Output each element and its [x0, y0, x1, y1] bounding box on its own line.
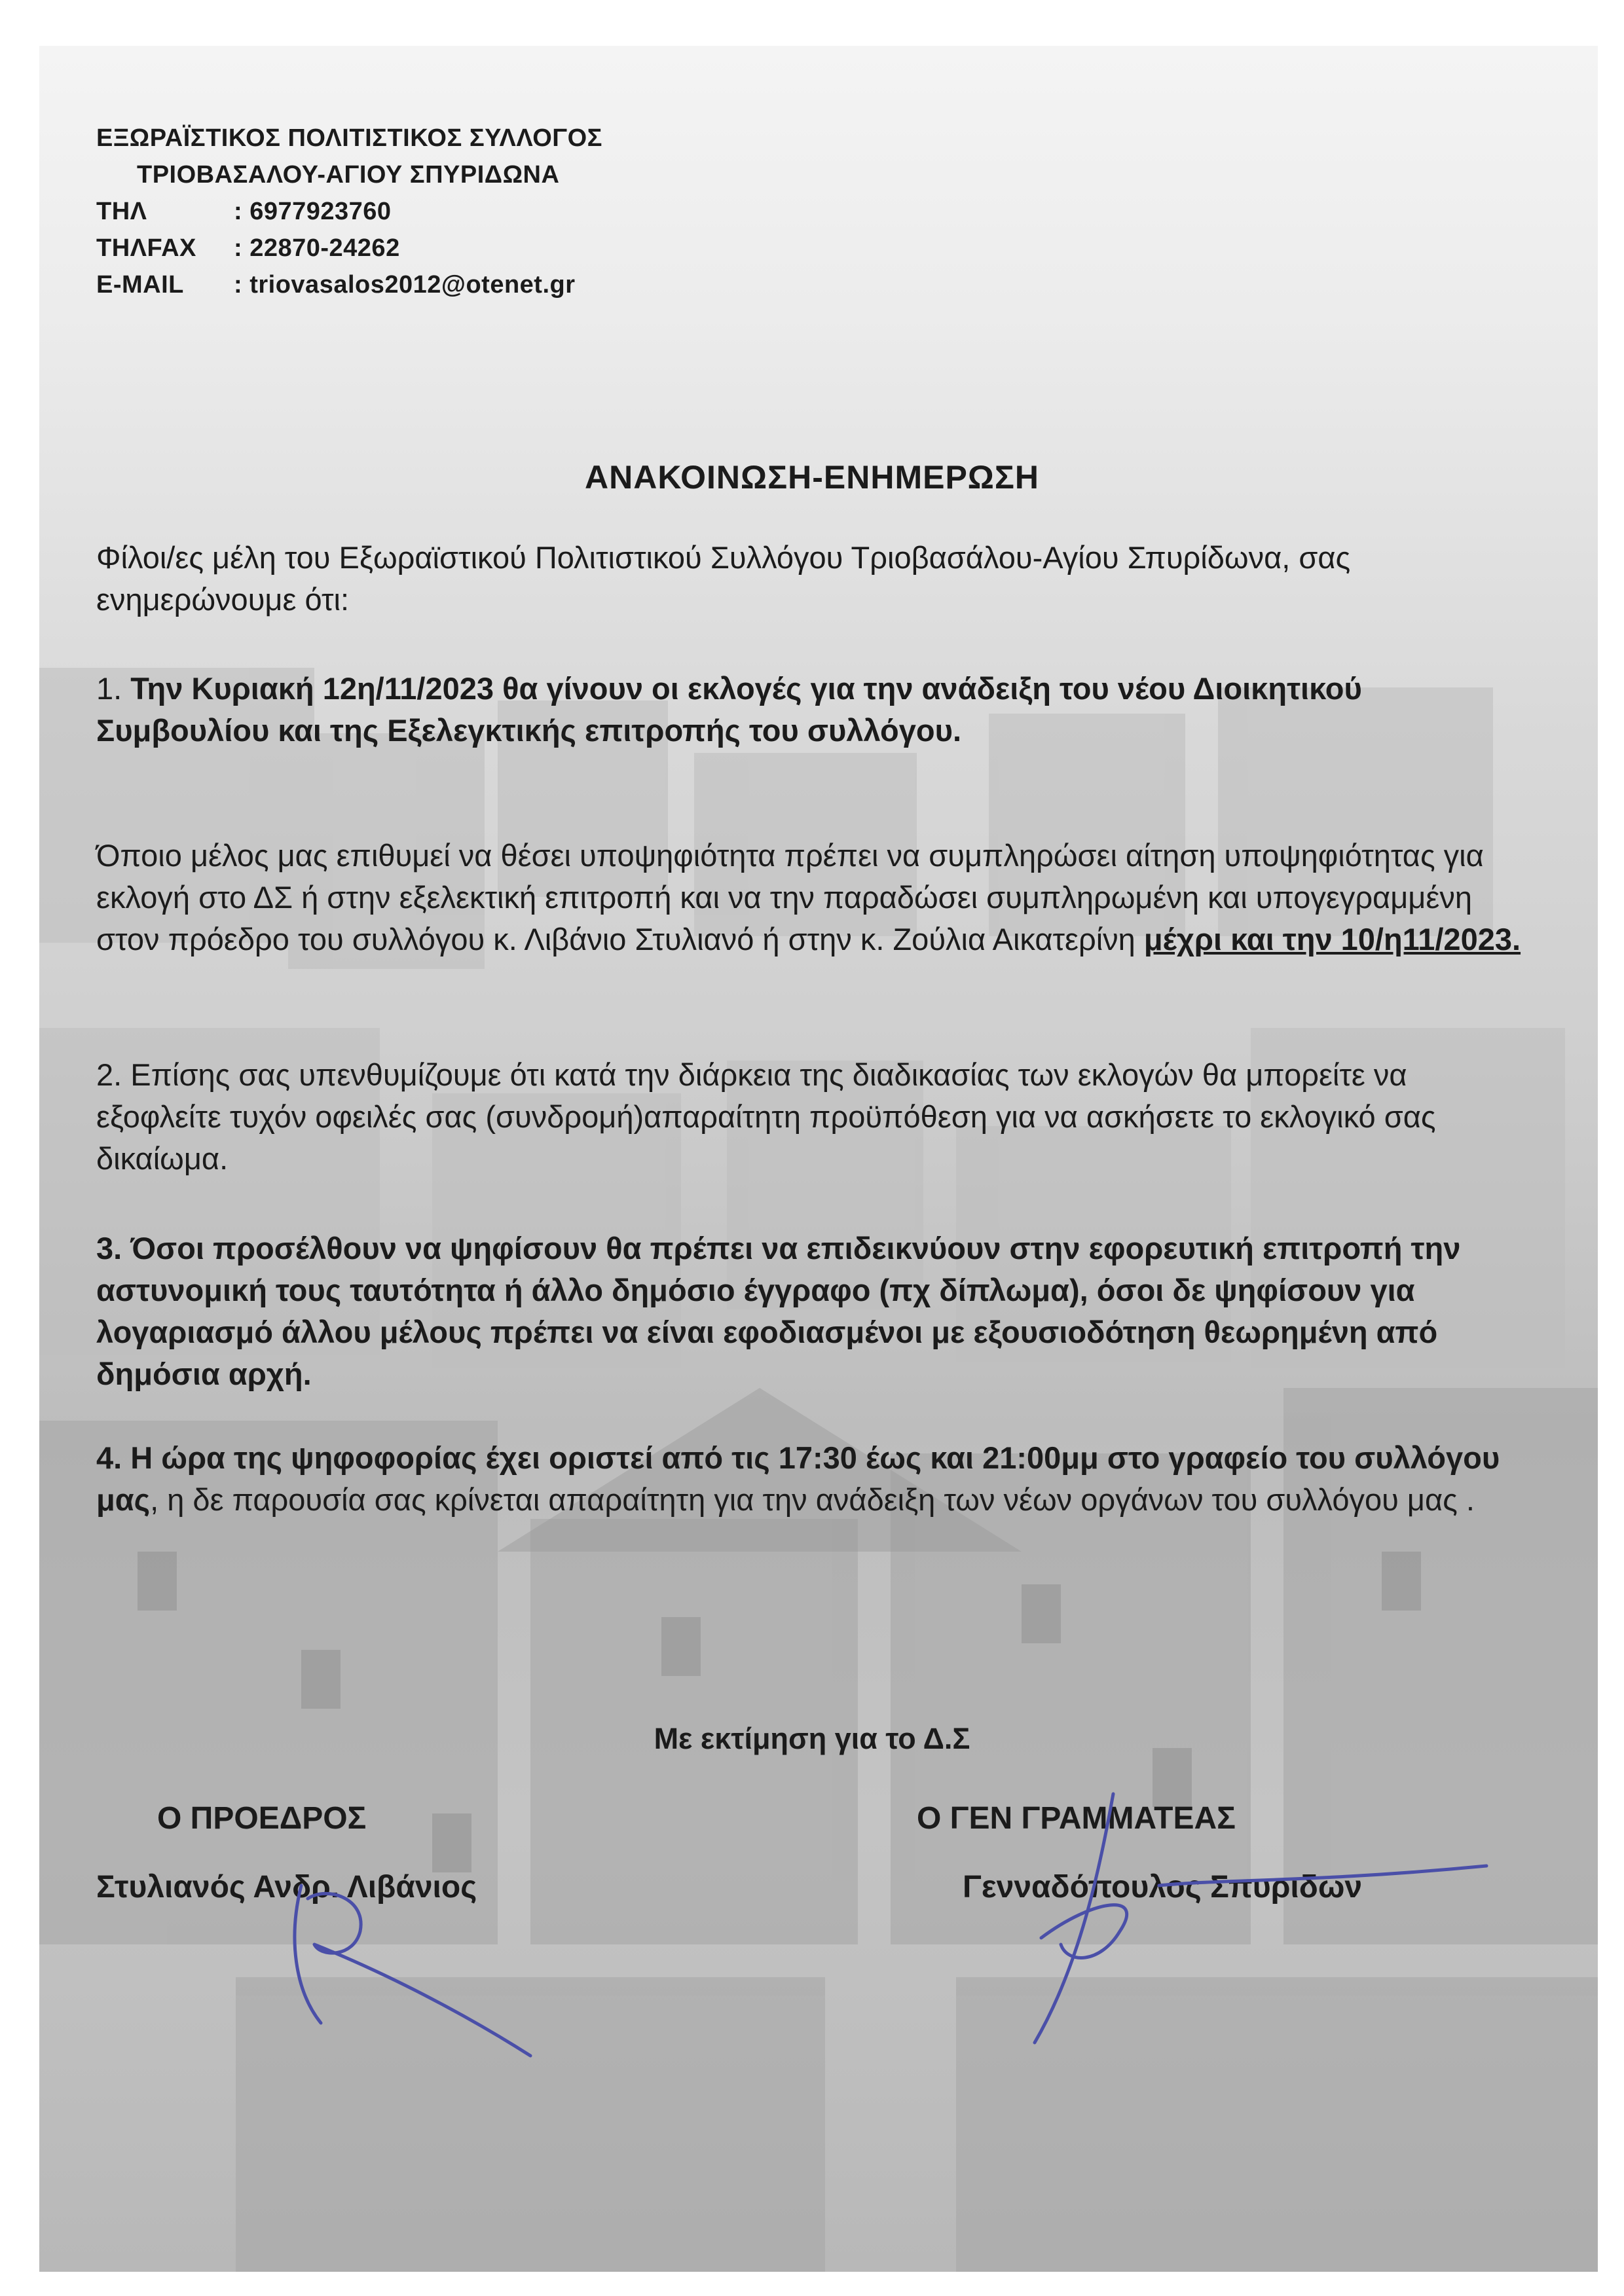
contact-fax-value: : 22870-24262 — [234, 234, 400, 262]
contact-phone — [96, 193, 602, 230]
section-1-number: 1. — [96, 671, 122, 706]
contact-email — [96, 266, 602, 303]
president-signature — [249, 1859, 589, 2069]
org-name: ΕΞΩΡΑΪΣΤΙΚΟΣ ΠΟΛΙΤΙΣΤΙΚΟΣ ΣΥΛΛΟΓΟΣ — [96, 124, 602, 152]
org-location: ΤΡΙΟΒΑΣΑΛΟΥ-ΑΓΙΟΥ ΣΠΥΡΙΔΩΝΑ — [137, 161, 560, 189]
intro-paragraph: Φίλοι/ες μέλη του Εξωραϊστικού Πολιτιστικού Συλλόγου Τριοβασάλου-Αγίου Σπυρίδωνα, σας ενημερώνουμε ότι: — [96, 540, 1351, 617]
president-name: Στυλιανός Ανδρ. Λιβάνιος — [96, 1870, 477, 1904]
contact-fax — [96, 230, 602, 266]
contact-email-value: : triovasalos2012@otenet.gr — [234, 271, 576, 299]
secretary-title: Ο ΓΕΝ ΓΡΑΜΜΑΤΕΑΣ — [917, 1801, 1236, 1836]
section-1 — [96, 668, 1524, 752]
contact-phone-label: ΤΗΛ — [96, 198, 147, 225]
candidacy-paragraph — [96, 835, 1524, 960]
letterhead — [96, 120, 602, 303]
section-4-rest: , η δε παρουσία σας κρίνεται απαραίτητη για την ανάδειξη των νέων οργάνων του συλλόγου μας . — [150, 1482, 1475, 1517]
section-4-bold: 4. Η ώρα της ψηφοφορίας έχει οριστεί από τις 17:30 έως και 21:00μμ στο γραφείο του συλλόγου μας — [96, 1440, 1500, 1517]
closing-line: Με εκτίμηση για το Δ.Σ — [654, 1722, 970, 1755]
contact-phone-value: : 6977923760 — [234, 198, 392, 225]
section-2: 2. Επίσης σας υπενθυμίζουμε ότι κατά την διάρκεια της διαδικασίας των εκλογών θα μπορείτε να εξοφλείτε τυχόν οφειλές σας (συνδρομή)απαραίτητη προϋπόθεση για να ασκήσετε το εκλογικό σας δικαίωμα. — [96, 1057, 1436, 1176]
section-4 — [96, 1437, 1524, 1521]
candidacy-deadline: μέχρι και την 10/η11/2023. — [1143, 922, 1521, 957]
document-title: ΑΝΑΚΟΙΝΩΣΗ-ΕΝΗΜΕΡΩΣΗ — [585, 459, 1039, 496]
section-1-text: Την Κυριακή 12η/11/2023 θα γίνουν οι εκλογές για την ανάδειξη του νέου Διοικητικού Συμβουλίου και της Εξελεγκτικής επιτροπής του συλλόγου. — [96, 671, 1362, 748]
candidacy-text: Όποιο μέλος μας επιθυμεί να θέσει υποψηφιότητα πρέπει να συμπληρώσει αίτηση υποψηφιότητας για εκλογή στο ΔΣ ή στην εξελεκτική επιτροπή και να την παραδώσει συμπληρωμένη και υπογεγραμμένη στον πρόεδρο του συλλόγου κ. Λιβάνιο Στυλιανό ή στην κ. Ζούλια Αικατερίνη — [96, 838, 1484, 957]
contact-email-label: E-MAIL — [96, 271, 184, 299]
secretary-signature — [950, 1768, 1539, 2062]
president-title: Ο ΠΡΟΕΔΡΟΣ — [157, 1801, 367, 1836]
section-3: 3. Όσοι προσέλθουν να ψηφίσουν θα πρέπει να επιδεικνύουν στην εφορευτική επιτροπή την αστυνομική τους ταυτότητα ή άλλο δημόσιο έγγραφο (πχ δίπλωμα), όσοι δε ψηφίσουν για λογαριασμό άλλου μέλους πρέπει να είναι εφοδιασμένοι με εξουσιοδότηση θεωρημένη από δημόσια αρχή. — [96, 1231, 1461, 1391]
secretary-name: Γενναδόπουλος Σπυριδων — [963, 1870, 1363, 1904]
contact-fax-label: ΤΗΛFAX — [96, 234, 196, 262]
